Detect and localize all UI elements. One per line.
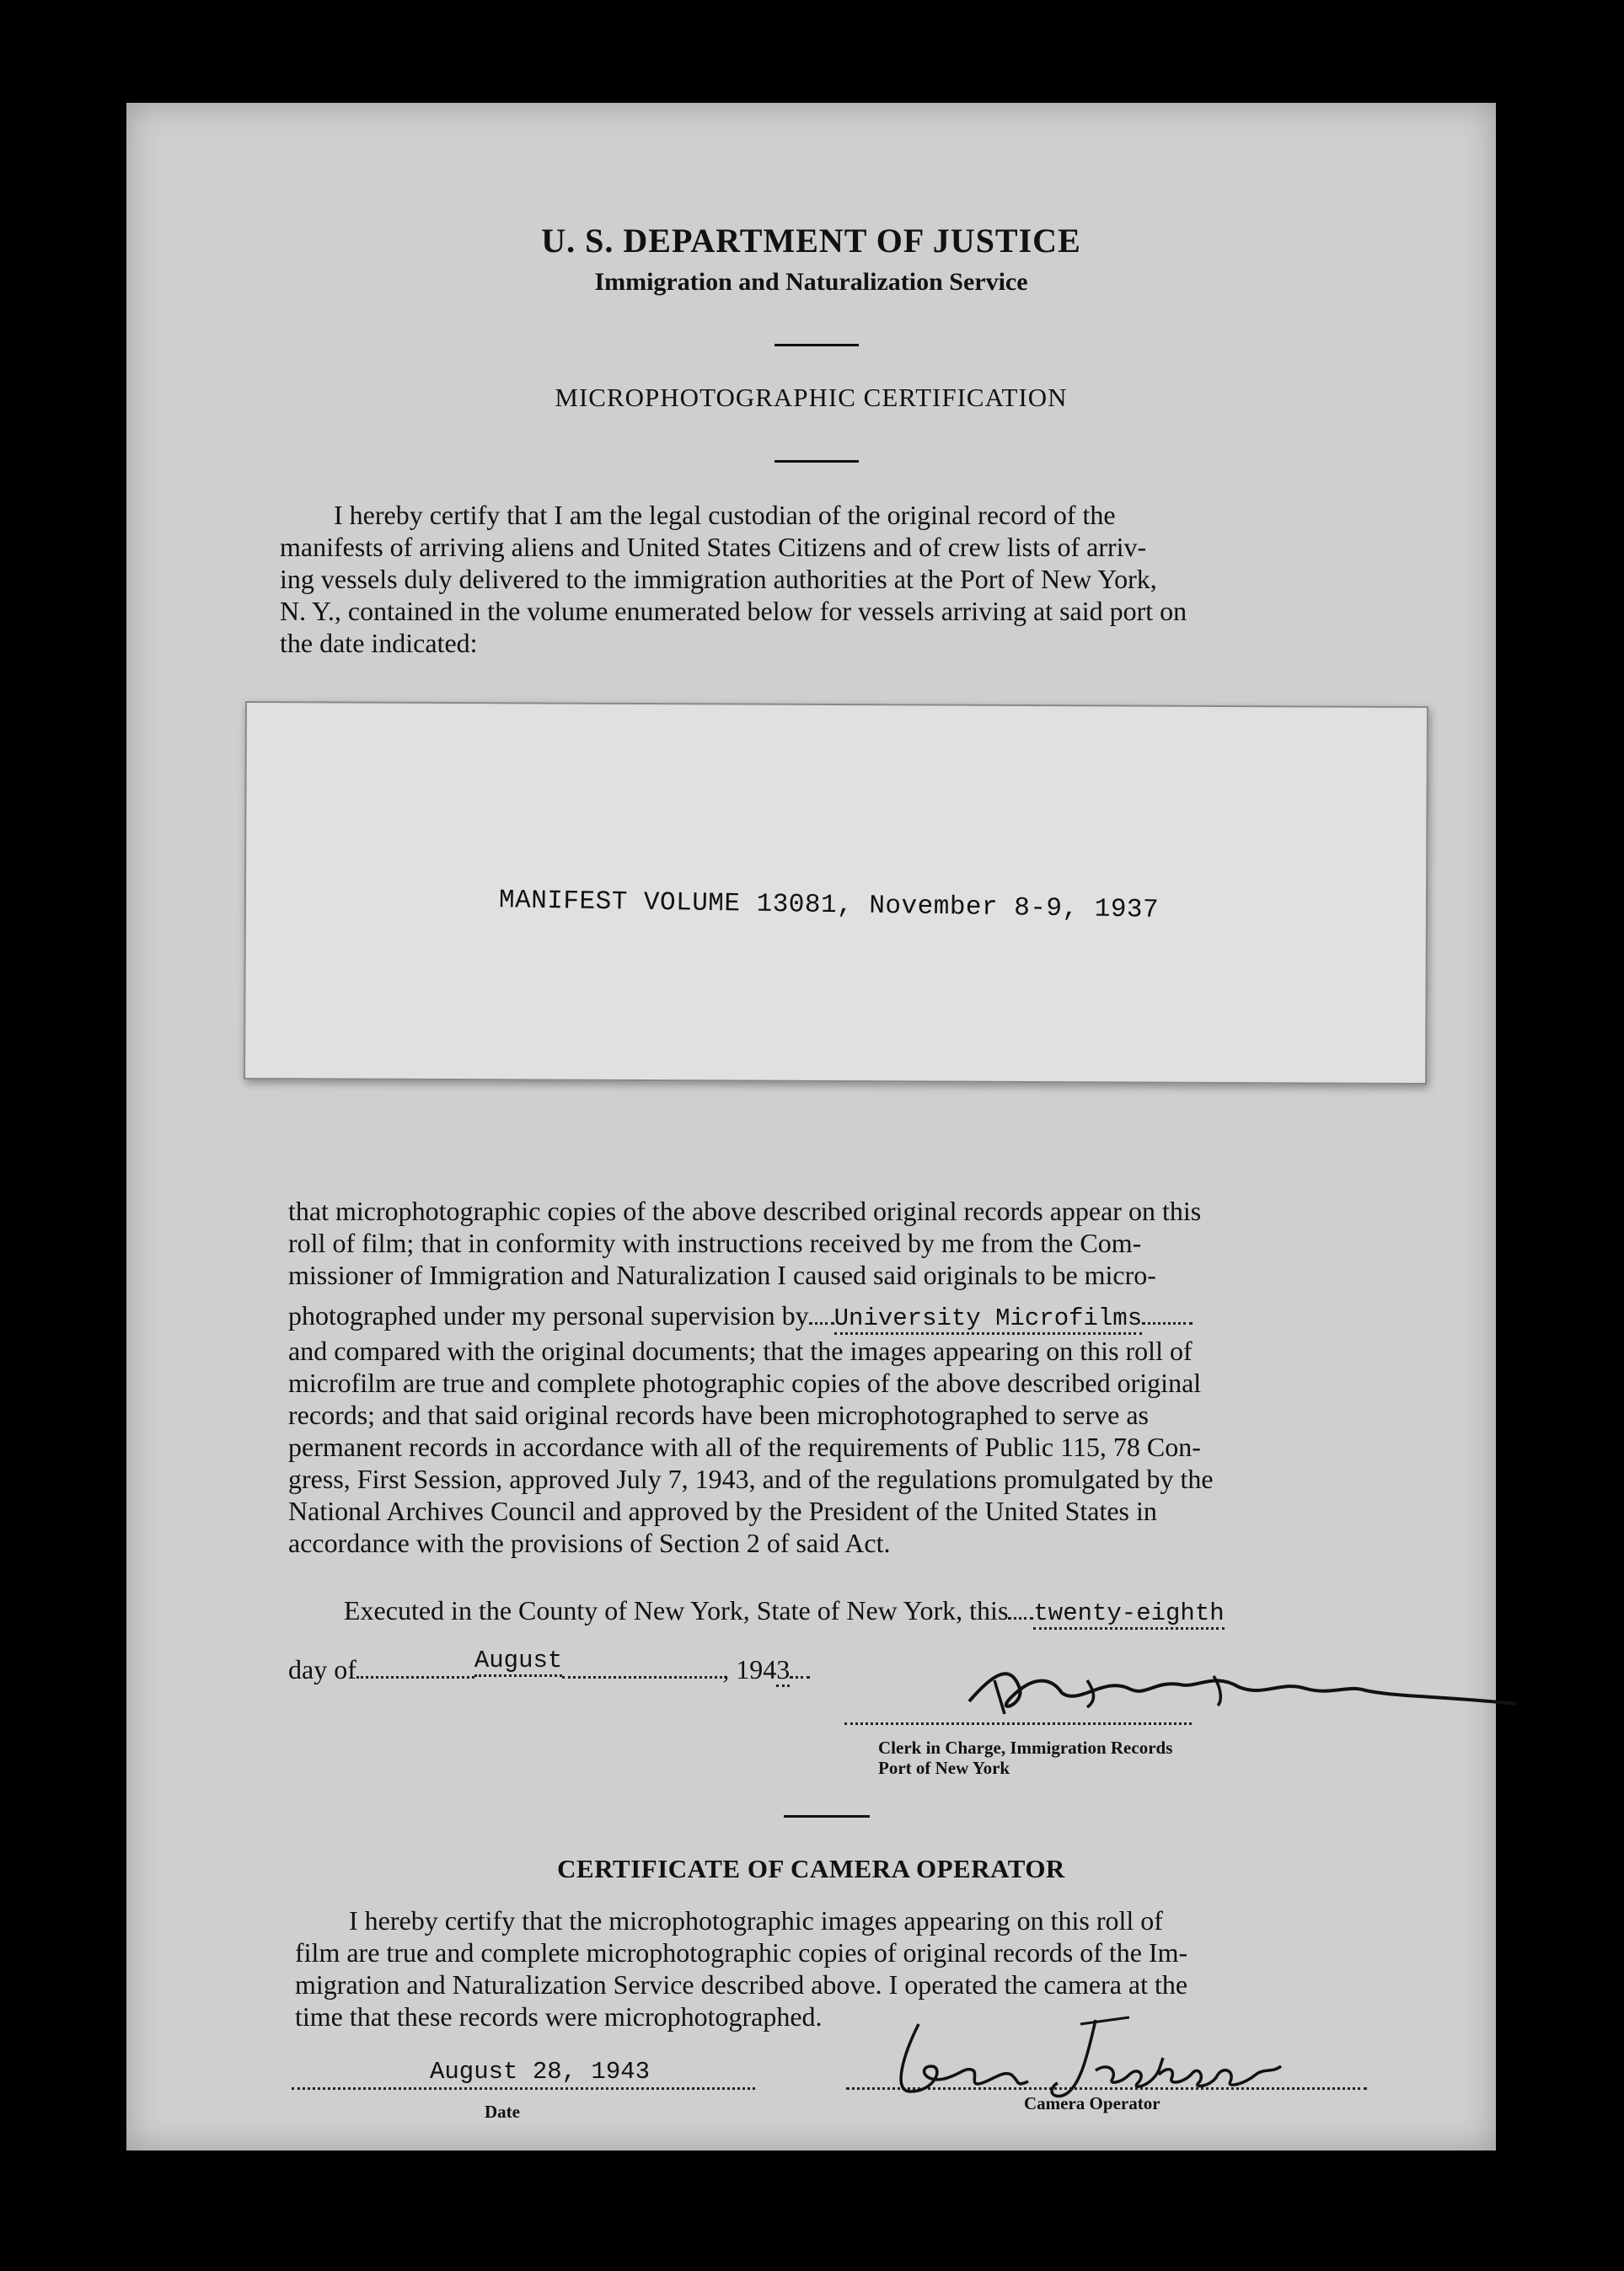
body-line: National Archives Council and approved by the President of the United States in	[288, 1496, 1157, 1526]
year-prefix: , 194	[722, 1654, 777, 1685]
camera-line: migration and Naturalization Service described above. I operated the camera at the	[295, 1969, 1188, 2000]
year-digit: 3	[776, 1654, 790, 1687]
date-label: Date	[485, 2102, 520, 2122]
intro-line: manifests of arriving aliens and United States Citizens and of crew lists of arriv-	[280, 532, 1147, 562]
supervision-name: University Microfilms	[834, 1304, 1142, 1335]
clerk-signature	[961, 1655, 1568, 1731]
body-line: missioner of Immigration and Naturalization I caused said originals to be micro-	[288, 1260, 1156, 1290]
manifest-volume-text: MANIFEST VOLUME 13081, November 8-9, 1937	[498, 886, 1160, 925]
intro-line: ing vessels duly delivered to the immigration authorities at the Port of New York,	[280, 564, 1157, 594]
divider	[784, 1815, 870, 1818]
camera-line: film are true and complete microphotographic copies of original records of the Im-	[295, 1937, 1188, 1968]
execution-month: August	[474, 1647, 562, 1677]
body-line: and compared with the original documents; that the images appearing on this roll of	[288, 1336, 1193, 1366]
body-line: permanent records in accordance with all of the requirements of Public 115, 78 Con-	[288, 1432, 1201, 1462]
supervision-prefix: photographed under my personal supervision by	[288, 1300, 809, 1331]
execution-line	[344, 1594, 1225, 1630]
camera-line: I hereby certify that the microphotographic images appearing on this roll of	[349, 1905, 1163, 1936]
supervision-line	[288, 1299, 1493, 1335]
camera-operator-label: Camera Operator	[1024, 2093, 1160, 2113]
body-line: microfilm are true and complete photographic copies of the above described original	[288, 1368, 1202, 1398]
divider	[774, 344, 859, 346]
body-line: gress, First Session, approved July 7, 1943, and of the regulations promulgated by the	[288, 1464, 1214, 1494]
body-line: roll of film; that in conformity with instructions received by me from the Com-	[288, 1228, 1142, 1258]
intro-paragraph	[280, 499, 1485, 659]
date-line	[292, 2087, 755, 2090]
body-paragraph	[288, 1195, 1493, 1559]
clerk-title: Clerk in Charge, Immigration Records	[878, 1738, 1173, 1758]
body-line: accordance with the provisions of Section 2 of said Act.	[288, 1528, 891, 1558]
execution-day: twenty-eighth	[1033, 1599, 1224, 1630]
manifest-slip	[244, 701, 1428, 1085]
execution-date-line	[288, 1647, 810, 1689]
camera-line: time that these records were microphotographed.	[295, 2001, 823, 2032]
intro-line: N. Y., contained in the volume enumerated below for vessels arriving at said port on	[280, 596, 1187, 626]
day-of-label: day of	[288, 1654, 356, 1685]
execution-prefix: Executed in the County of New York, State of New York, this	[344, 1595, 1009, 1626]
department-title: U. S. DEPARTMENT OF JUSTICE	[541, 222, 1081, 260]
certification-title: MICROPHOTOGRAPHIC CERTIFICATION	[555, 383, 1068, 412]
body-line: records; and that said original records have been microphotographed to serve as	[288, 1400, 1149, 1430]
clerk-location: Port of New York	[878, 1758, 1010, 1778]
body-line: that microphotographic copies of the above described original records appear on this	[288, 1196, 1202, 1226]
divider	[774, 460, 859, 463]
intro-line: I hereby certify that I am the legal custodian of the original record of the	[334, 500, 1116, 530]
service-subtitle: Immigration and Naturalization Service	[594, 268, 1028, 296]
camera-date: August 28, 1943	[430, 2058, 651, 2086]
clerk-signature-line	[844, 1722, 1192, 1725]
camera-operator-heading: CERTIFICATE OF CAMERA OPERATOR	[557, 1854, 1065, 1883]
certificate-sheet	[126, 103, 1496, 2150]
intro-line: the date indicated:	[280, 628, 478, 658]
